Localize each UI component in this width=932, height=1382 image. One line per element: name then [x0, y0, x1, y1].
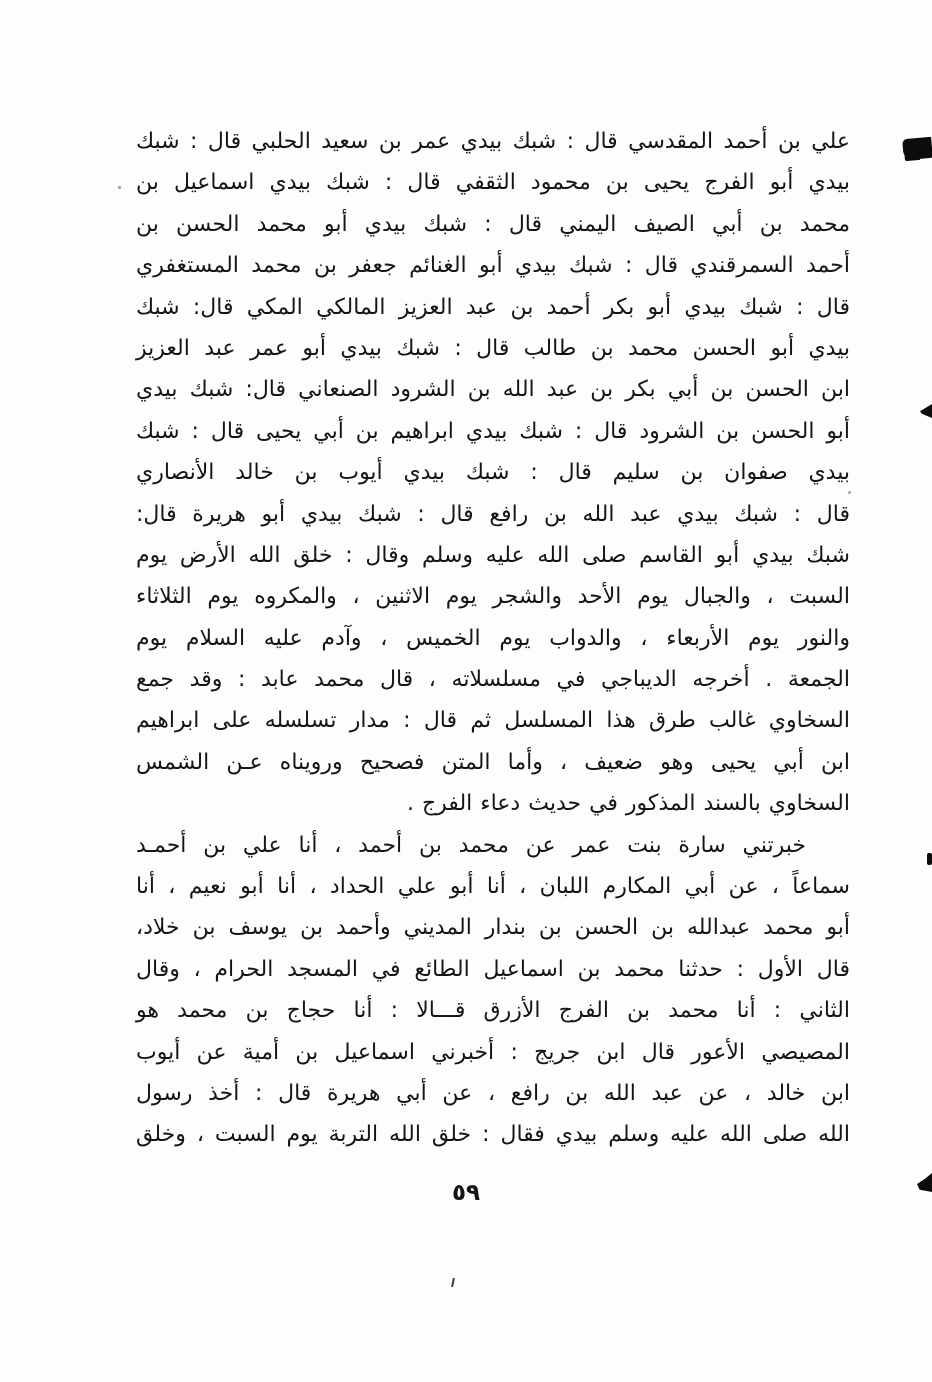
text-line: ابن خالد ، عن عبد الله بن رافع ، عن أبي هريرة قال : أخذ رسول — [136, 1080, 850, 1106]
text-block — [136, 121, 850, 1156]
text-line: قال : شبك بيدي أبو بكر أحمد بن عبد العزيز المالكي المكي قال: شبك — [136, 294, 850, 320]
ink-smudge — [920, 404, 932, 418]
text-line: محمد بن أبي الصيف اليمني قال : شبك بيدي أبو محمد الحسن بن — [136, 211, 850, 237]
paragraph-second-hadith — [136, 825, 850, 1156]
text-line: بيدي أبو الحسن محمد بن طالب قال : شبك بيدي أبو عمر عبد العزيز — [136, 335, 850, 361]
ink-smudge — [902, 137, 932, 160]
text-line: السخاوي غالب طرق هذا المسلسل ثم قال : مدار تسلسله على ابراهيم — [136, 708, 850, 734]
text-line: أبو الحسن بن الشرود قال : شبك بيدي ابراهيم بن أبي يحيى قال : شبك — [136, 418, 850, 444]
ink-speck — [451, 1278, 455, 1287]
text-line: الجمعة . أخرجه الديباجي في مسلسلاته ، قال محمد عابد : وقد جمع — [136, 667, 850, 693]
ink-speck — [118, 186, 121, 189]
text-line: ابن الحسن بن أبي بكر بن عبد الله بن الشرود الصنعاني قال: شبك بيدي — [136, 377, 850, 403]
text-line: السبت ، والجبال يوم الأحد والشجر يوم الاثنين ، والمكروه يوم الثلاثاء — [136, 584, 850, 610]
text-line: أبو محمد عبدالله بن الحسن بن بندار المديني وأحمد بن يوسف بن خلاد، — [136, 915, 850, 941]
text-line: قال الأول : حدثنا محمد بن اسماعيل الطائع في المسجد الحرام ، وقال — [136, 956, 850, 982]
page-number: ٥٩ — [451, 1180, 481, 1206]
text-line: خبرتني سارة بنت عمر عن محمد بن أحمد ، أنا علي بن أحمـد — [136, 832, 806, 858]
ink-smudge — [927, 853, 932, 865]
text-line: بيدي صفوان بن سليم قال : شبك بيدي أيوب بن خالد الأنصاري — [136, 460, 850, 486]
text-line: شبك بيدي أبو القاسم صلى الله عليه وسلم وقال : خلق الله الأرض يوم — [136, 542, 850, 568]
ink-speck — [848, 491, 851, 494]
text-line: علي بن أحمد المقدسي قال : شبك بيدي عمر بن سعيد الحلبي قال : شبك — [136, 129, 850, 154]
text-line: الله صلى الله عليه وسلم بيدي فقال : خلق الله التربة يوم السبت ، وخلق — [136, 1122, 850, 1148]
text-line: أحمد السمرقندي قال : شبك بيدي أبو الغنائم جعفر بن محمد المستغفري — [136, 253, 850, 279]
text-line: والنور يوم الأربعاء ، والدواب يوم الخميس ، وآدم عليه السلام يوم — [136, 625, 850, 651]
text-line: بيدي أبو الفرج يحيى بن محمود الثقفي قال : شبك بيدي اسماعيل بن — [136, 170, 850, 196]
text-line: قال : شبك بيدي عبد الله بن رافع قال : شبك بيدي أبو هريرة قال: — [136, 501, 850, 527]
paragraph-isnad-chain — [136, 121, 850, 825]
text-line: المصيصي الأعور قال ابن جريج : أخبرني اسماعيل بن أمية عن أيوب — [136, 1039, 850, 1065]
text-line: ابن أبي يحيى وهو ضعيف ، وأما المتن فصحيح ورويناه عـن الشمس — [136, 749, 850, 775]
text-line: سماعاً ، عن أبي المكارم اللبان ، أنا أبو علي الحداد ، أنا أبو نعيم ، أنا — [136, 874, 850, 900]
text-line: الثاني : أنا محمد بن الفرج الأزرق قـــالا : أنا حجاج بن محمد هو — [136, 998, 850, 1024]
text-line: السخاوي بالسند المذكور في حديث دعاء الفرج . — [406, 791, 850, 817]
